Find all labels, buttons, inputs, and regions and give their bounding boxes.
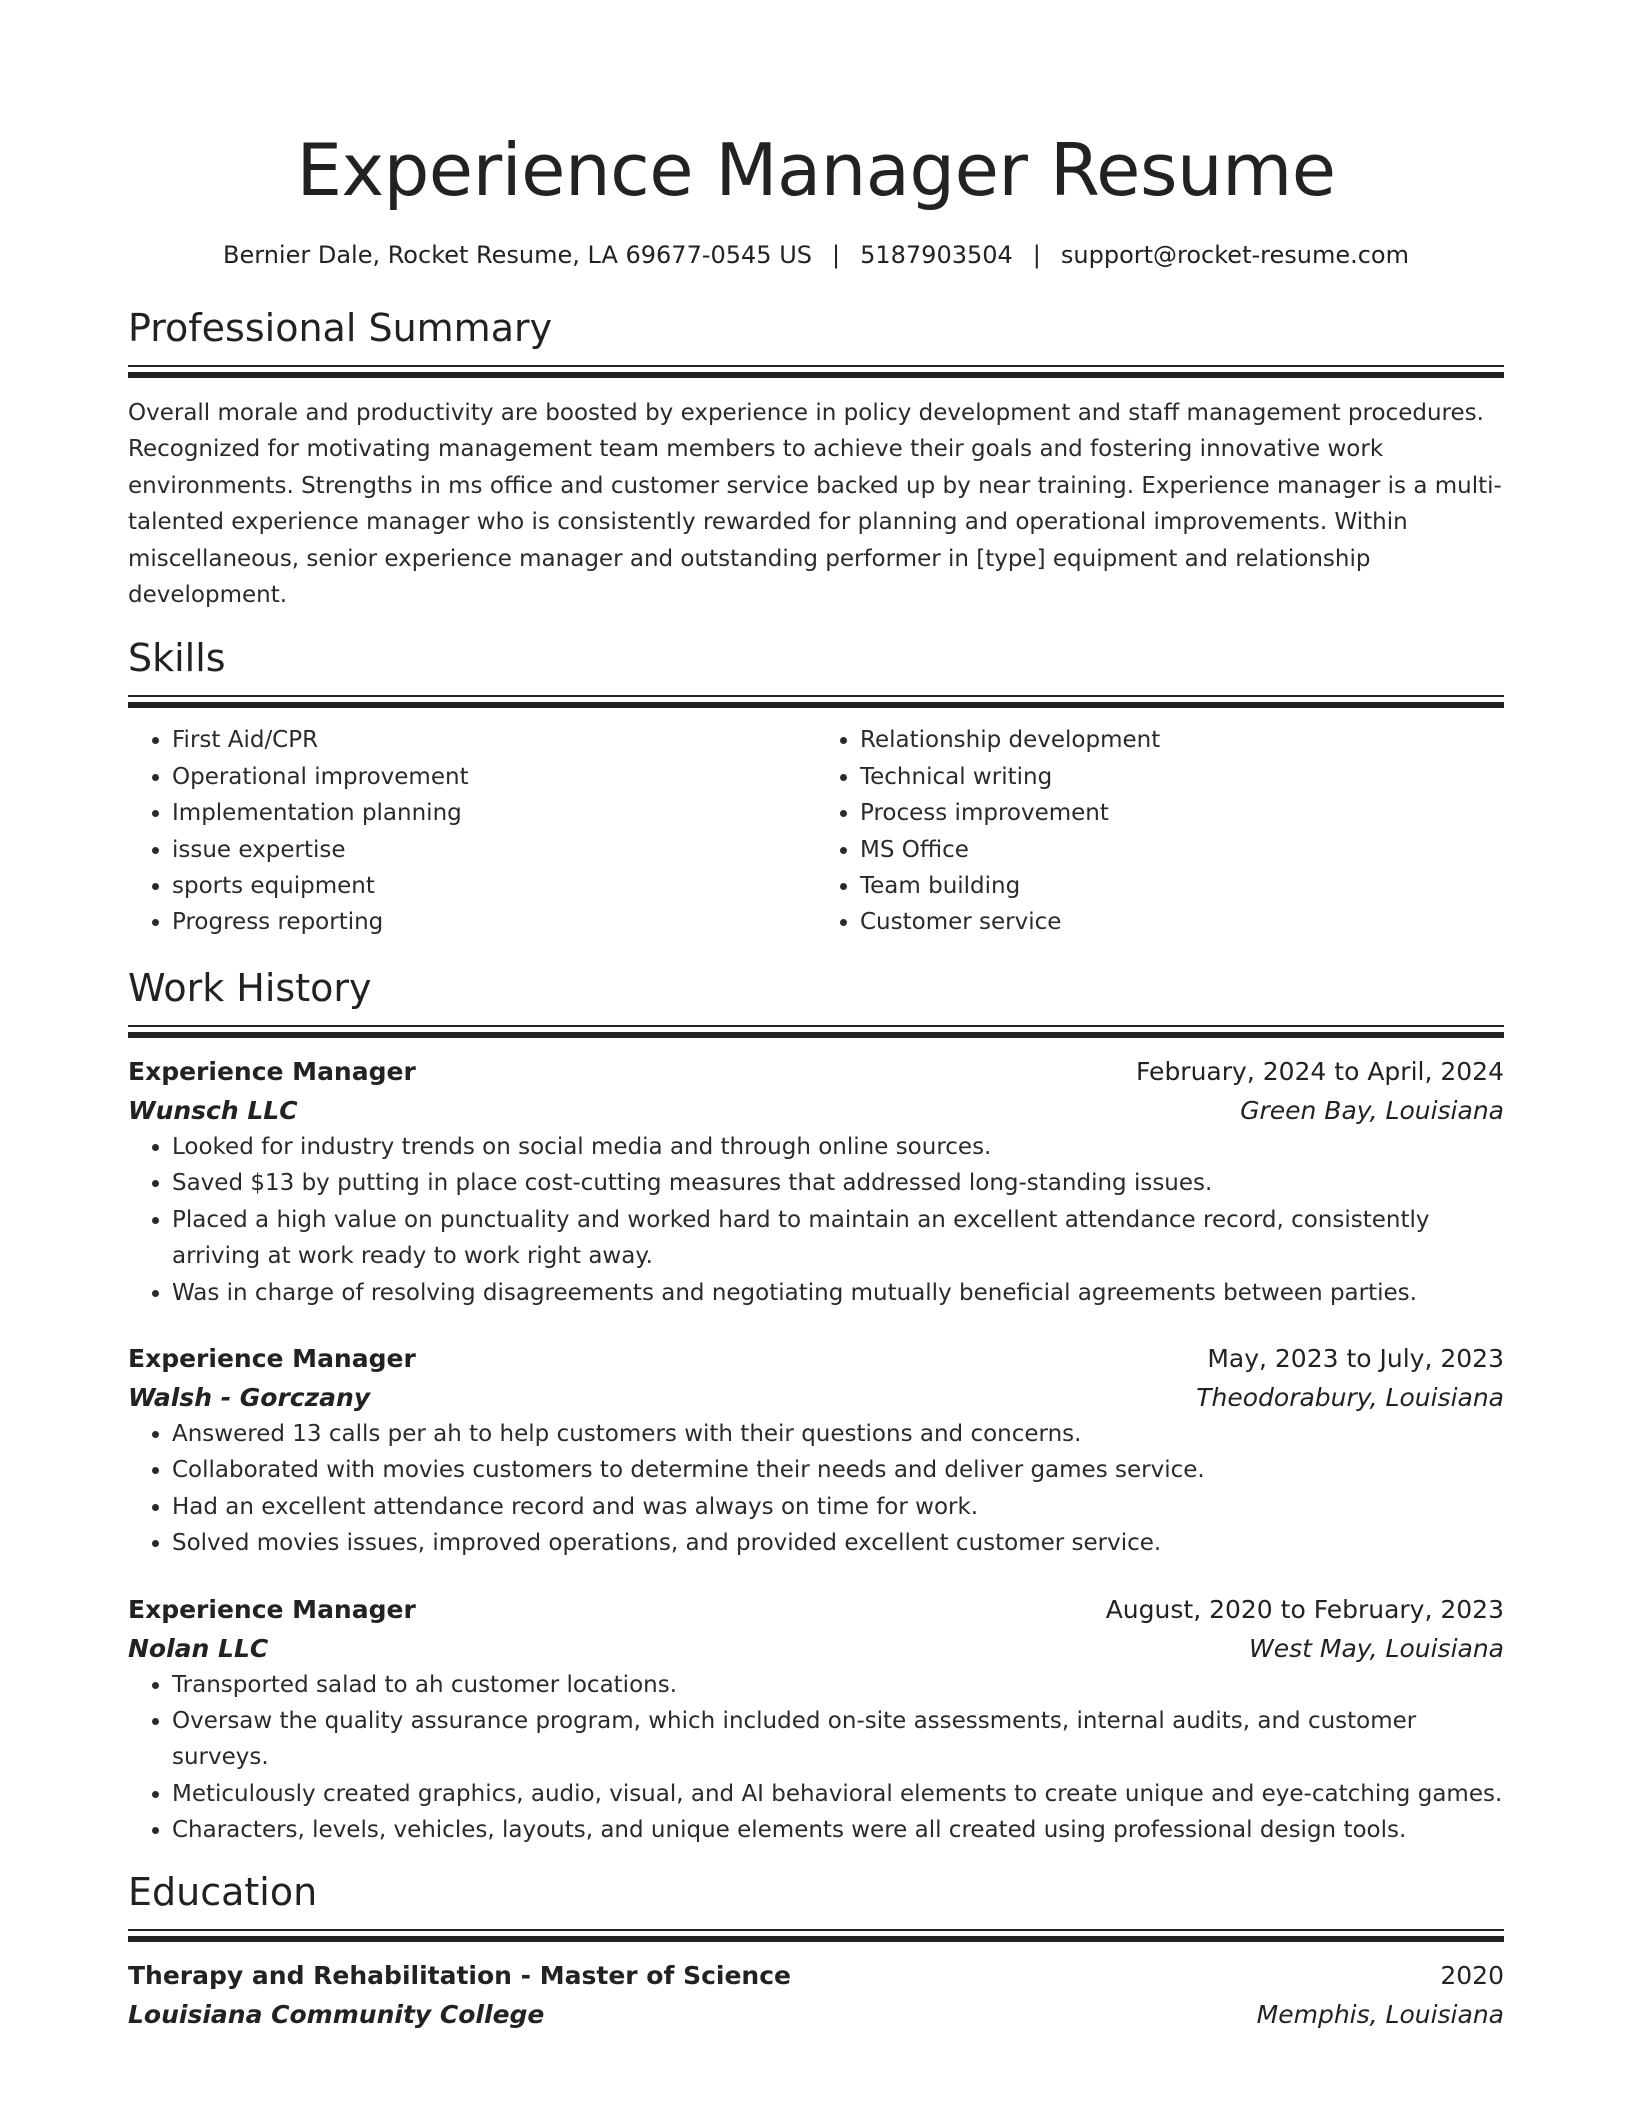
- skill-item: • Operational improvement: [172, 759, 816, 795]
- resume-title: Experience Manager Resume: [296, 128, 1336, 212]
- section-rule-thin: [128, 1929, 1504, 1931]
- job-location: Green Bay, Louisiana: [1240, 1095, 1504, 1125]
- summary-section: [128, 305, 1504, 613]
- skill-item: • Customer service: [860, 904, 1504, 940]
- job-entry: [128, 1341, 1504, 1562]
- job-bullet: • Saved $13 by putting in place cost-cutting measures that addressed long-standing issues.: [172, 1165, 1504, 1201]
- job-bullet: • Was in charge of resolving disagreements and negotiating mutually beneficial agreements between parties.: [172, 1275, 1504, 1311]
- job-bullet: • Characters, levels, vehicles, layouts, and unique elements were all created using professional design tools.: [172, 1812, 1504, 1848]
- job-bullet: • Meticulously created graphics, audio, visual, and AI behavioral elements to create unique and eye-catching games.: [172, 1776, 1504, 1812]
- education-year: 2020: [1440, 1960, 1504, 1990]
- job-bullet: • Had an excellent attendance record and was always on time for work.: [172, 1489, 1504, 1525]
- job-company: Walsh - Gorczany: [128, 1382, 371, 1412]
- job-dates: May, 2023 to July, 2023: [1207, 1343, 1504, 1373]
- contact-separator: |: [832, 241, 841, 269]
- skill-item: • MS Office: [860, 832, 1504, 868]
- job-location: Theodorabury, Louisiana: [1196, 1382, 1504, 1412]
- job-dates: August, 2020 to February, 2023: [1105, 1594, 1504, 1624]
- job-bullet: • Placed a high value on punctuality and worked hard to maintain an excellent attendance record, consistently arriving at work ready to work right away.: [172, 1202, 1504, 1275]
- job-entry: [128, 1054, 1504, 1311]
- education-degree: Therapy and Rehabilitation - Master of Science: [128, 1960, 791, 1990]
- education-entry: [128, 1958, 1504, 2033]
- skill-item: • First Aid/CPR: [172, 722, 816, 758]
- work-section: [128, 965, 1504, 1849]
- job-bullet: • Looked for industry trends on social media and through online sources.: [172, 1129, 1504, 1165]
- skill-item: • Process improvement: [860, 795, 1504, 831]
- section-rule-thin: [128, 365, 1504, 367]
- section-rule-thick: [128, 702, 1504, 708]
- contact-separator: |: [1032, 241, 1041, 269]
- skill-item: • Technical writing: [860, 759, 1504, 795]
- section-rule-thin: [128, 695, 1504, 697]
- skill-item: • Relationship development: [860, 722, 1504, 758]
- job-bullets: [128, 1129, 1504, 1311]
- job-bullet: • Collaborated with movies customers to determine their needs and deliver games service.: [172, 1452, 1504, 1488]
- job-title: Experience Manager: [128, 1594, 416, 1624]
- contact-line: [128, 240, 1504, 270]
- job-bullet: • Transported salad to ah customer locations.: [172, 1667, 1504, 1703]
- summary-heading: Professional Summary: [128, 306, 553, 350]
- skills-list-right: [816, 722, 1504, 940]
- skill-item: • Team building: [860, 868, 1504, 904]
- job-title: Experience Manager: [128, 1343, 416, 1373]
- summary-text: Overall morale and productivity are boosted by experience in policy development and staff management procedures. Recognized for motivating management team members to achieve their goals and fostering innovative work environments. Strengths in ms office and customer service backed up by near training. Experience manager is a multi-talented experience manager who is consistently rewarded for planning and operational improvements. Within miscellaneous, senior experience manager and outstanding performer in [type] equipment and relationship development.: [128, 400, 1502, 609]
- job-bullets: [128, 1667, 1504, 1849]
- skills-section: [128, 635, 1504, 940]
- job-dates: February, 2024 to April, 2024: [1136, 1056, 1504, 1086]
- skill-item: • issue expertise: [172, 832, 816, 868]
- education-school: Louisiana Community College: [128, 1999, 545, 2029]
- section-rule-thick: [128, 1936, 1504, 1942]
- skill-item: • sports equipment: [172, 868, 816, 904]
- section-rule-thin: [128, 1025, 1504, 1027]
- job-bullets: [128, 1416, 1504, 1562]
- work-heading: Work History: [128, 965, 372, 1010]
- section-rule-thick: [128, 1032, 1504, 1038]
- job-company: Nolan LLC: [128, 1633, 269, 1663]
- skill-item: • Implementation planning: [172, 795, 816, 831]
- skills-heading: Skills: [128, 636, 226, 681]
- skills-columns: [128, 722, 1504, 940]
- contact-email[interactable]: support@rocket-resume.com: [1060, 241, 1409, 269]
- job-location: West May, Louisiana: [1249, 1633, 1504, 1663]
- job-title: Experience Manager: [128, 1056, 416, 1086]
- education-location: Memphis, Louisiana: [1256, 1999, 1504, 2029]
- contact-address: Bernier Dale, Rocket Resume, LA 69677-0545 US: [223, 241, 812, 269]
- section-rule-thick: [128, 372, 1504, 378]
- skills-list-left: [128, 722, 816, 940]
- skill-item: • Progress reporting: [172, 904, 816, 940]
- education-heading: Education: [128, 1869, 318, 1914]
- resume-page: [128, 0, 1504, 2033]
- contact-phone: 5187903504: [860, 241, 1013, 269]
- education-section: [128, 1869, 1504, 2033]
- job-bullet: • Solved movies issues, improved operations, and provided excellent customer service.: [172, 1525, 1504, 1561]
- job-entry: [128, 1592, 1504, 1849]
- job-bullet: • Answered 13 calls per ah to help customers with their questions and concerns.: [172, 1416, 1504, 1452]
- job-bullet: • Oversaw the quality assurance program, which included on-site assessments, internal audits, and customer surveys.: [172, 1703, 1504, 1776]
- job-company: Wunsch LLC: [128, 1095, 298, 1125]
